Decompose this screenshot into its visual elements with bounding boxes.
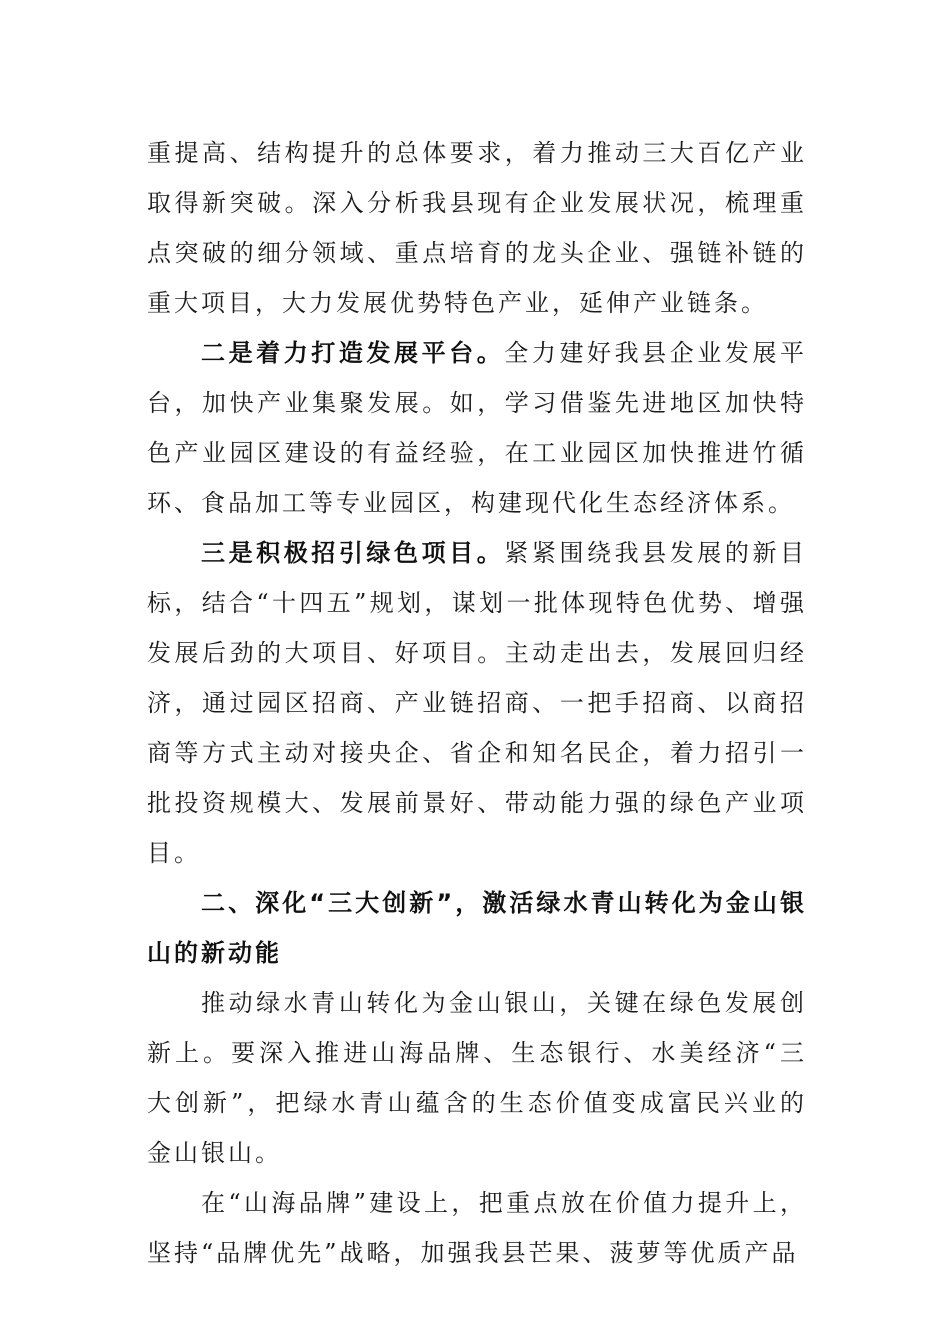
paragraph-innovation xyxy=(147,978,807,1178)
document-body xyxy=(147,128,807,1278)
paragraph-text: 重提高、结构提升的总体要求，着力推动三大百亿产业取得新突破。深入分析我县现有企业发展状况，梳理重点突破的细分领域、重点培育的龙头企业、强链补链的重大项目，大力发展优势特色产业，延伸产业链条。 xyxy=(147,139,807,317)
paragraph-text: 推动绿水青山转化为金山银山，关键在绿色发展创新上。要深入推进山海品牌、生态银行、水美经济“三大创新”，把绿水青山蕴含的生态价值变成富民兴业的金山银山。 xyxy=(147,989,807,1167)
paragraph-continued xyxy=(147,128,807,328)
paragraph-text: 在“山海品牌”建设上，把重点放在价值力提升上，坚持“品牌优先”战略，加强我县芒果、菠萝等优质产品 xyxy=(147,1189,807,1267)
paragraph-text: 紧紧围绕我县发展的新目标，结合“十四五”规划，谋划一批体现特色优势、增强发展后劲的大项目、好项目。主动走出去，发展回归经济，通过园区招商、产业链招商、一把手招商、以商招商等方式主动对接央企、省企和知名民企，着力招引一批投资规模大、发展前景好、带动能力强的绿色产业项目。 xyxy=(147,539,808,867)
paragraph-platform xyxy=(147,328,807,528)
paragraph-text: 全力建好我县企业发展平台，加快产业集聚发展。如，学习借鉴先进地区加快特色产业园区建设的有益经验，在工业园区加快推进竹循环、食品加工等专业园区，构建现代化生态经济体系。 xyxy=(147,339,808,517)
paragraph-lead: 三是积极招引绿色项目。 xyxy=(201,539,505,567)
section-heading: 二、深化“三大创新”，激活绿水青山转化为金山银山的新动能 xyxy=(147,889,807,967)
paragraph-brand xyxy=(147,1178,807,1278)
paragraph-lead: 二是着力打造发展平台。 xyxy=(201,339,505,367)
paragraph-projects xyxy=(147,528,807,878)
